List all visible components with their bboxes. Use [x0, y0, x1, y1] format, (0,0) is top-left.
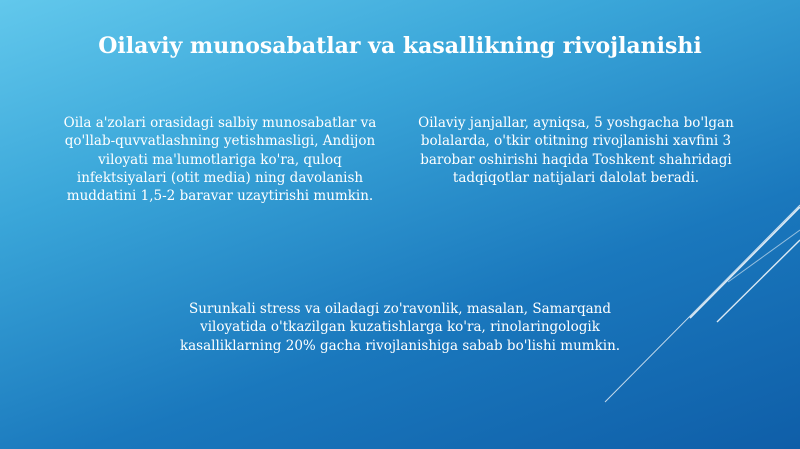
paragraph-chronic-stress: Surunkali stress va oiladagi zo'ravonlik, masalan, Samarqand viloyatida o'tkazilgan kuzatishlarga ko'ra, rinolaringologik kasalliklarning 20% gacha rivojlanishiga sabab bo'lishi mumkin. — [179, 301, 621, 354]
paragraph-family-relations: Oila a'zolari orasidagi salbiy munosabatlar va qo'llab-quvvatlashning yetishmasligi, Andijon viloyati ma'lumotlariga ko'ra, quloq infektsiyalari (otit media) ning davolanish muddatini 1,5-2 baravar uzaytirishi mumkin. — [63, 115, 377, 205]
slide-title: Oilaviy munosabatlar va kasallikning rivojlanishi — [98, 33, 702, 59]
paragraph-family-conflicts: Oilaviy janjallar, ayniqsa, 5 yoshgacha bo'lgan bolalarda, o'tkir otitning rivojlanishi xavfini 3 barobar oshirishi haqida Toshkent shahridagi tadqiqotlar natijalari dalolat beradi. — [418, 115, 734, 186]
